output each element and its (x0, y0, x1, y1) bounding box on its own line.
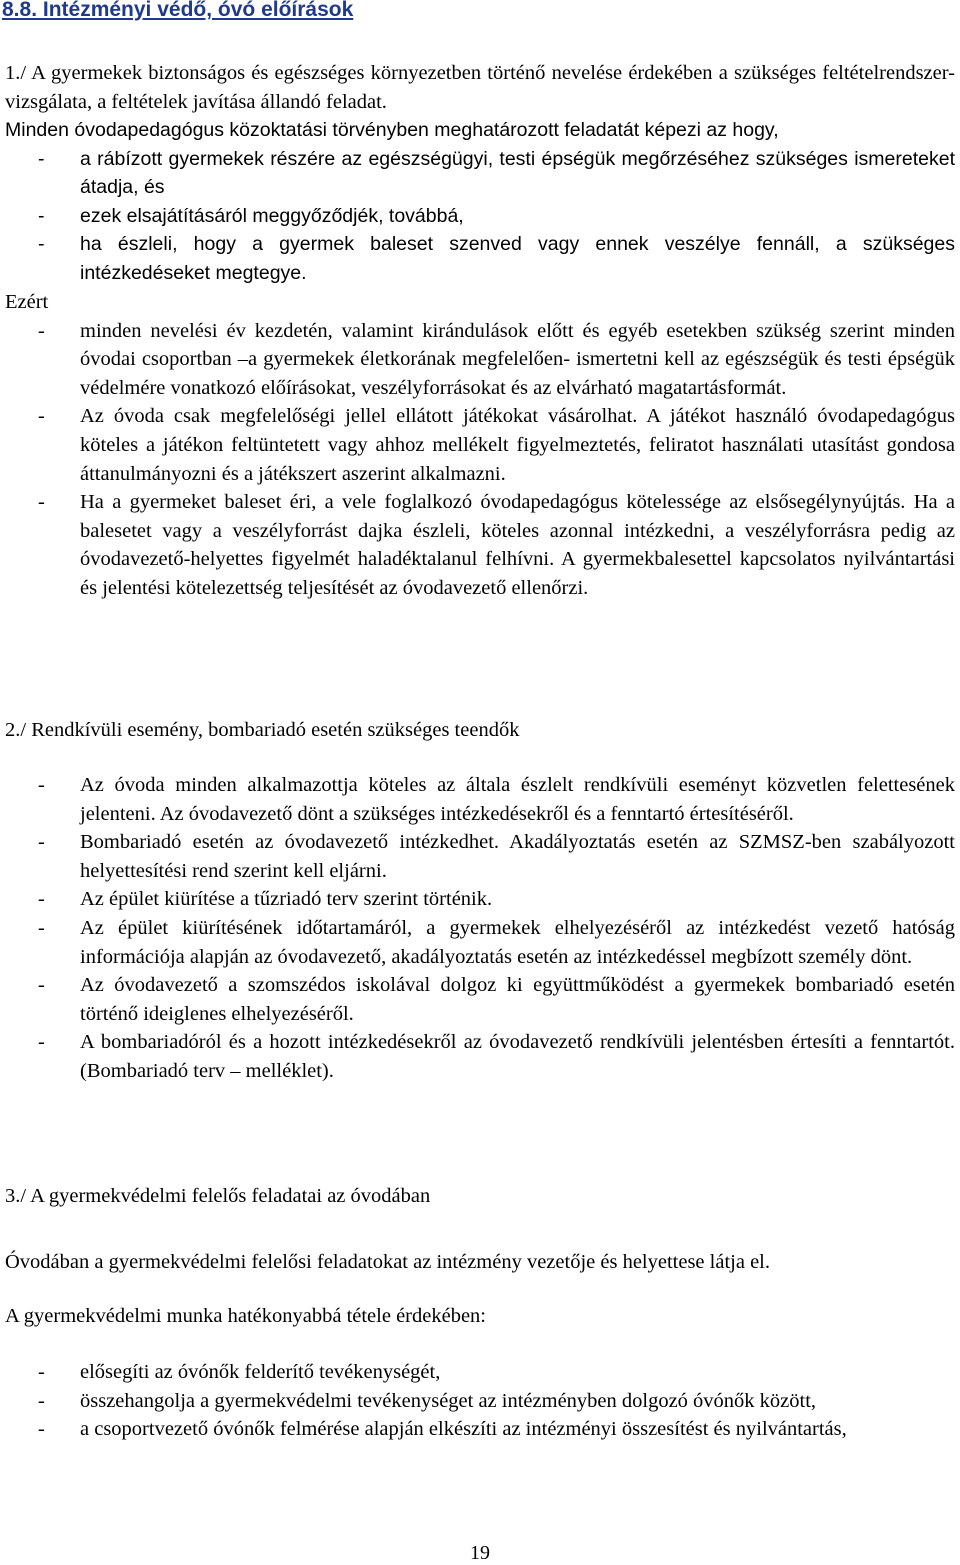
part3-para1-text: Óvodában a gyermekvédelmi felelősi feladatokat az intézmény vezetője és helyettese látja el. (5, 1251, 770, 1273)
list-item (5, 317, 955, 403)
dash-marker: - (38, 1361, 45, 1383)
dash-marker: - (38, 233, 45, 256)
part3-para1 (5, 1248, 955, 1277)
list-item (5, 202, 955, 231)
list-item (5, 145, 955, 202)
dash-marker: - (38, 974, 45, 997)
part3-list (5, 1358, 955, 1444)
part3-para2 (5, 1302, 955, 1331)
dash-marker: - (38, 831, 45, 854)
part3-heading (5, 1182, 955, 1211)
part3-heading-text: 3./ A gyermekvédelmi felelős feladatai az óvodában (5, 1185, 431, 1207)
dash-marker: - (38, 319, 45, 342)
list-item-text: Ha a gyermeket baleset éri, a vele foglalkozó óvodapedagógus kötelessége az elsősegélynyújtás. Ha a balesetet vagy a veszélyforrást dajka észleli, köteles azonnal intézkedni, a veszélyforrásra pedig az óvodavezető-helyettes figyelmét haladéktalanul felhívni. A gyermekbalesettel kapcsolatos nyilvántartási és jelentési kötelezettség teljesítését az óvodavezető ellenőrzi. (80, 491, 955, 599)
ezert-list (5, 317, 955, 603)
dash-marker: - (38, 491, 45, 514)
list-item (5, 971, 955, 1028)
part1-intro: Minden óvodapedagógus közoktatási törvényben meghatározott feladatát képezi az hogy, (5, 119, 779, 141)
part3-para2-text: A gyermekvédelmi munka hatékonyabbá tétele érdekében: (5, 1305, 486, 1327)
list-item-text: elősegíti az óvónők felderítő tevékenységét, (80, 1361, 441, 1383)
list-item (5, 1028, 955, 1085)
list-item-text: ha észleli, hogy a gyermek baleset szenved vagy ennek veszélye fennáll, a szükséges intézkedéseket megtegye. (80, 233, 955, 284)
list-item-text: a rábízott gyermekek részére az egészségügyi, testi épségük megőrzéséhez szükséges ismereteket átadja, és (80, 147, 955, 199)
list-item-text: összehangolja a gyermekvédelmi tevékenységet az intézményben dolgozó óvónők között, (80, 1389, 817, 1412)
part2-heading-text: 2./ Rendkívüli esemény, bombariadó esetén szükséges teendők (5, 719, 520, 741)
part1-list (5, 145, 955, 288)
list-item-text: ezek elsajátításáról meggyőződjék, továbbá, (80, 204, 464, 227)
list-item (5, 885, 955, 914)
list-item-text: A bombariadóról és a hozott intézkedésekről az óvodavezető rendkívüli jelentésben értesíti a fenntartót. (Bombariadó terv – melléklet). (80, 1031, 955, 1082)
part1-ezert (5, 288, 955, 603)
part1-heading-text: 1./ A gyermekek biztonságos és egészséges környezetben történő nevelése érdekében a szükséges feltételrendszer-vizsgálata, a feltételek javítása állandó feladat. (5, 62, 955, 113)
part2-body (5, 771, 955, 1086)
list-item-text: Az óvoda minden alkalmazottja köteles az általa észlelt rendkívüli eseményt közvetlen felettesének jelenteni. Az óvodavezető dönt a szükséges intézkedésekről és a fenntartó értesítéséről. (80, 774, 955, 825)
list-item-text: Az épület kiürítése a tűzriadó terv szerint történik. (80, 888, 493, 911)
dash-marker: - (38, 916, 45, 939)
list-item-text: minden nevelési év kezdetén, valamint kirándulások előtt és egyéb esetekben szükség szerint minden óvodai csoportban –a gyermekek életkorának megfelelően- ismertetni kell az egészségük és testi épségük védelmére vonatkozó előírásokat, veszélyforrásokat és az elvárható magatartásformát. (80, 319, 955, 399)
list-item (5, 1358, 955, 1387)
dash-marker: - (38, 888, 45, 911)
list-item-text: Az óvodavezető a szomszédos iskolával dolgoz ki együttműködést a gyermekek bombariadó esetén történő ideiglenes elhelyezéséről. (80, 974, 955, 1025)
list-item (5, 1415, 955, 1444)
list-item (5, 828, 955, 885)
dash-marker: - (38, 405, 45, 428)
page-number: 19 (470, 1542, 490, 1564)
list-item (5, 1387, 955, 1416)
dash-marker: - (38, 1418, 45, 1441)
list-item-text: a csoportvezető óvónők felmérése alapján elkészíti az intézményi összesítést és nyilvántartás, (80, 1418, 847, 1441)
ezert-label: Ezért (5, 291, 49, 313)
dash-marker: - (38, 1389, 45, 1412)
dash-marker: - (38, 147, 45, 170)
list-item (5, 914, 955, 971)
list-item (5, 402, 955, 488)
list-item (5, 230, 955, 287)
part2-heading (5, 716, 955, 745)
list-item-text: Bombariadó esetén az óvodavezető intézkedhet. Akadályoztatás esetén az SZMSZ-ben szabályozott helyettesítési rend szerint kell eljárni. (80, 831, 955, 882)
dash-marker: - (38, 1031, 45, 1054)
list-item (5, 488, 955, 602)
part1-body (5, 116, 955, 288)
dash-marker: - (38, 774, 45, 796)
section-title: 8.8. Intézményi védő, óvó előírások (2, 0, 354, 21)
part1-heading (5, 59, 955, 116)
list-item (5, 771, 955, 828)
list-item-text: Az óvoda csak megfelelőségi jellel ellátott játékokat vásárolhat. A játékot használó óvodapedagógus köteles a játékon feltüntetett vagy ahhoz mellékelt figyelmeztetés, feliratot használati utasítást gondosa áttanulmányozni és a játékszert aszerint alkalmazni. (80, 405, 955, 485)
part2-list (5, 771, 955, 1086)
part3-body (5, 1358, 955, 1444)
dash-marker: - (38, 204, 45, 227)
list-item-text: Az épület kiürítésének időtartamáról, a gyermekek elhelyezéséről az intézkedést vezető hatóság információja alapján az óvodavezető, akadályoztatás esetén az intézkedéssel megbízott személy dönt. (80, 916, 955, 968)
